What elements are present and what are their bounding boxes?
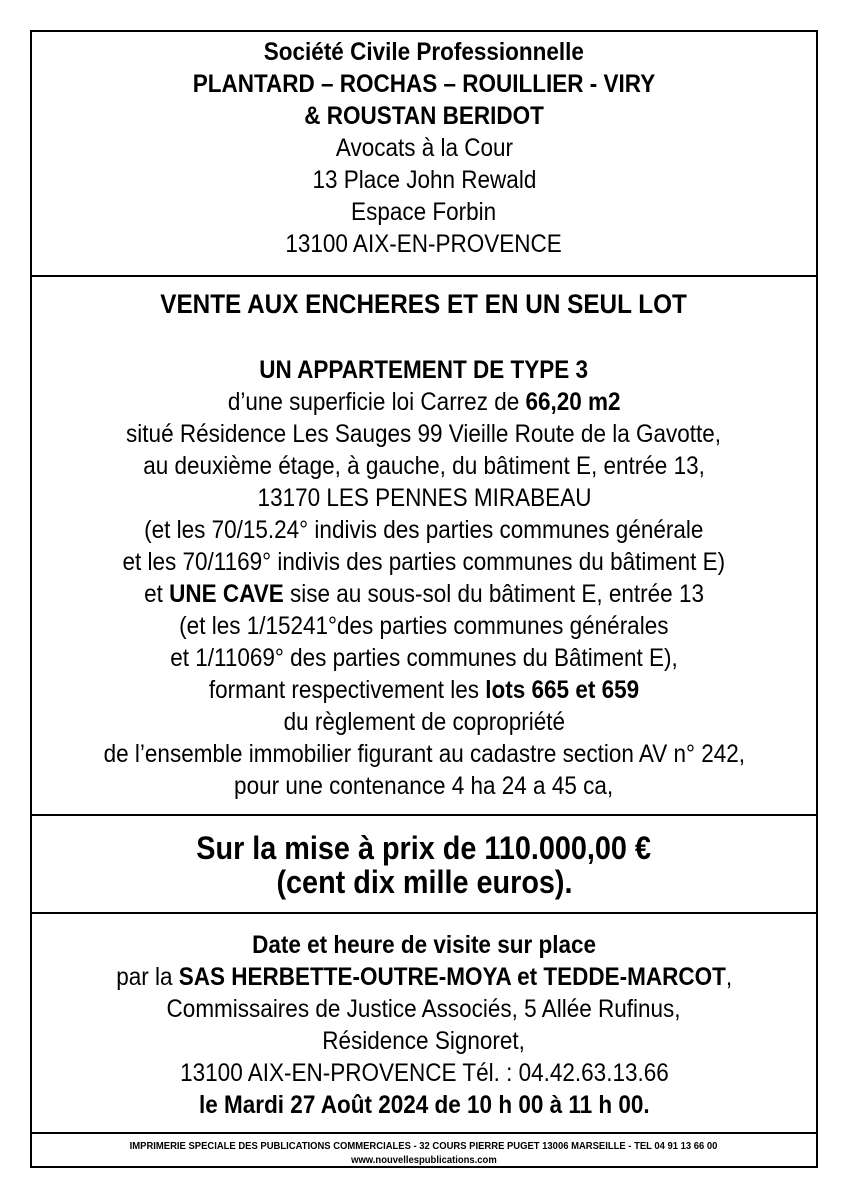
visit-date: le Mardi 27 Août 2024 de 10 h 00 à 11 h 00. bbox=[198, 1091, 650, 1119]
price-in-words: (cent dix mille euros). bbox=[275, 864, 573, 900]
cave-line: et UNE CAVE sise au sous-sol du bâtiment E, entrée 13 bbox=[144, 580, 704, 608]
cadastre-line: de l’ensemble immobilier figurant au cadastre section AV n° 242, bbox=[103, 740, 745, 768]
divider-2 bbox=[32, 814, 816, 816]
visit-residence: Résidence Signoret, bbox=[322, 1027, 526, 1055]
visit-city-phone: 13100 AIX-EN-PROVENCE Tél. : 04.42.63.13.66 bbox=[179, 1059, 669, 1087]
lots-value: lots 665 et 659 bbox=[485, 676, 640, 704]
firm-address-1: 13 Place John Rewald bbox=[312, 166, 536, 194]
shares-line-2: et les 70/1169° indivis des parties communes du bâtiment E) bbox=[122, 548, 726, 576]
visit-agent-line: par la SAS HERBETTE-OUTRE-MOYA et TEDDE-MARCOT, bbox=[116, 963, 732, 991]
floor-line: au deuxième étage, à gauche, du bâtiment E, entrée 13, bbox=[143, 452, 705, 480]
firm-partners: PLANTARD – ROCHAS – ROUILLIER - VIRY bbox=[192, 70, 656, 98]
starting-price: Sur la mise à prix de 110.000,00 € bbox=[196, 830, 652, 866]
firm-type: Société Civile Professionnelle bbox=[263, 38, 585, 66]
sale-section bbox=[32, 288, 816, 802]
divider-4 bbox=[32, 1132, 816, 1134]
visit-agent-address: Commissaires de Justice Associés, 5 Allée Rufinus, bbox=[167, 995, 681, 1023]
visit-section bbox=[32, 929, 816, 1121]
regulation-line: du règlement de copropriété bbox=[283, 708, 565, 736]
commune-line: 13170 LES PENNES MIRABEAU bbox=[257, 484, 591, 512]
area-line: pour une contenance 4 ha 24 a 45 ca, bbox=[234, 772, 614, 800]
cave-shares-2: et 1/11069° des parties communes du Bâtiment E), bbox=[170, 644, 678, 672]
divider-3 bbox=[32, 912, 816, 914]
address-line: situé Résidence Les Sauges 99 Vieille Route de la Gavotte, bbox=[126, 420, 722, 448]
firm-partners-2: & ROUSTAN BERIDOT bbox=[304, 102, 544, 130]
cave-shares-1: (et les 1/15241°des parties communes générales bbox=[179, 612, 669, 640]
divider-1 bbox=[32, 275, 816, 277]
surface-value: 66,20 m2 bbox=[525, 388, 621, 416]
surface-line: d’une superficie loi Carrez de 66,20 m2 bbox=[227, 388, 621, 416]
firm-address-2: Espace Forbin bbox=[351, 198, 497, 226]
visit-title: Date et heure de visite sur place bbox=[252, 931, 596, 959]
shares-line-1: (et les 70/15.24° indivis des parties communes générale bbox=[144, 516, 704, 544]
cave-label: UNE CAVE bbox=[169, 580, 284, 608]
firm-header bbox=[32, 36, 816, 260]
firm-city: 13100 AIX-EN-PROVENCE bbox=[285, 230, 563, 258]
website-link[interactable]: www.nouvellespublications.com bbox=[351, 1154, 497, 1166]
lots-line: formant respectivement les lots 665 et 659 bbox=[208, 676, 640, 704]
notice-frame bbox=[30, 30, 818, 1168]
printer-info: IMPRIMERIE SPECIALE DES PUBLICATIONS COMMERCIALES - 32 COURS PIERRE PUGET 13006 MARSEILLE - TEL 04 91 13 66 00 bbox=[130, 1140, 718, 1152]
sale-title: VENTE AUX ENCHERES ET EN UN SEUL LOT bbox=[160, 289, 688, 319]
property-type: UN APPARTEMENT DE TYPE 3 bbox=[259, 356, 589, 384]
firm-role: Avocats à la Cour bbox=[335, 134, 513, 162]
visit-agent: SAS HERBETTE-OUTRE-MOYA et TEDDE-MARCOT bbox=[178, 963, 726, 991]
price-section bbox=[32, 831, 816, 899]
printer-footer bbox=[32, 1139, 816, 1167]
